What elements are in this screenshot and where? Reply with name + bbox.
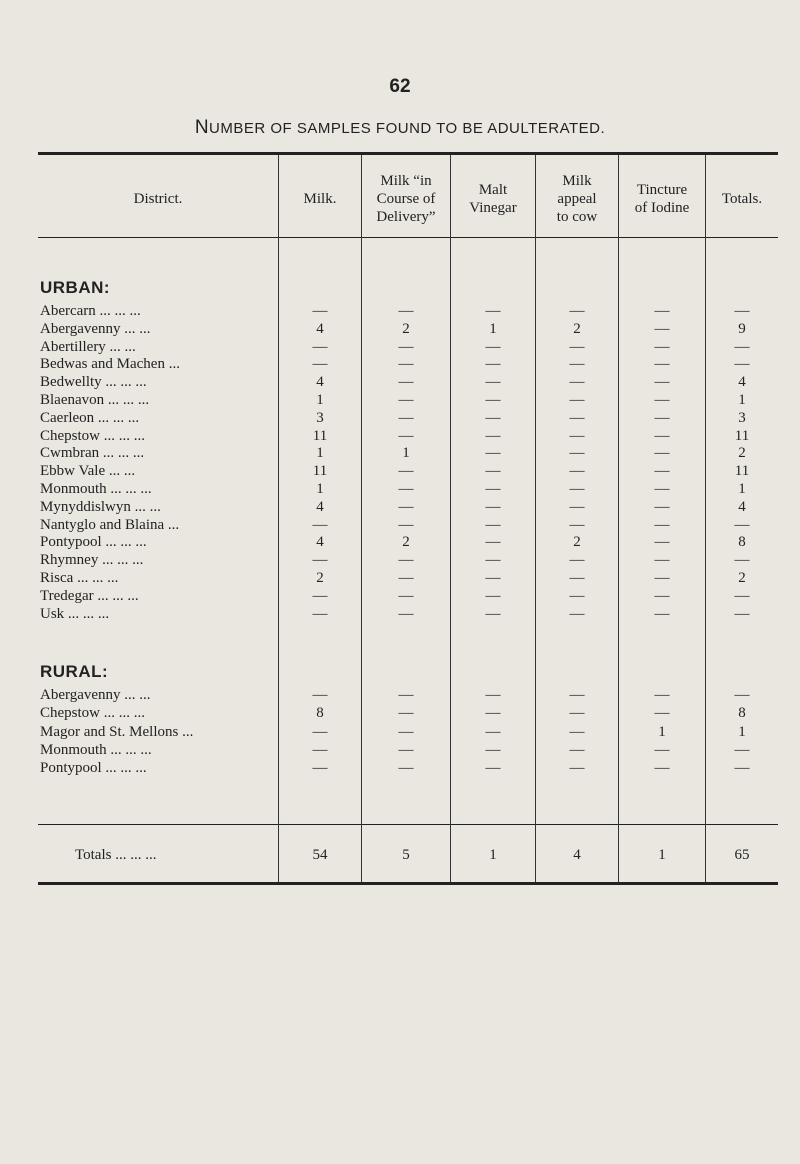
- district-name: Nantyglo and Blaina ...: [40, 516, 180, 533]
- cell-milk: —: [312, 356, 328, 373]
- cell-totals: 8: [738, 705, 746, 722]
- table-row: [0, 339, 800, 356]
- cell-malt: —: [485, 445, 501, 462]
- cell-appeal: —: [569, 445, 585, 462]
- cell-iodine: —: [654, 587, 670, 604]
- cell-course: —: [398, 392, 414, 408]
- cell-totals: 8: [738, 534, 746, 551]
- cell-appeal: —: [569, 570, 585, 586]
- cell-malt: —: [485, 723, 501, 740]
- cell-totals: 2: [738, 445, 746, 462]
- cell-malt: —: [485, 356, 501, 373]
- totals-rule: [38, 824, 778, 825]
- cell-totals: 9: [738, 320, 746, 337]
- district-name: Monmouth ... ... ...: [40, 481, 152, 497]
- cell-malt: —: [485, 498, 501, 515]
- district-name: Pontypool ... ... ...: [40, 534, 147, 551]
- cell-totals: 2: [738, 570, 746, 586]
- totals-milk: 54: [312, 847, 328, 863]
- district-name: Bedwellty ... ... ...: [40, 374, 147, 391]
- table-row: [0, 463, 800, 480]
- cell-iodine: —: [654, 705, 670, 722]
- cell-appeal: —: [569, 392, 585, 408]
- cell-iodine: —: [654, 687, 670, 703]
- header-malt-line: Malt: [478, 182, 508, 198]
- district-name: Tredegar ... ... ...: [40, 587, 139, 604]
- cell-appeal: —: [569, 587, 585, 604]
- header-course-of-delivery: [363, 170, 449, 228]
- cell-course: —: [398, 605, 414, 622]
- district-name: Chepstow ... ... ...: [40, 427, 145, 444]
- cell-milk: —: [312, 760, 328, 777]
- cell-malt: —: [485, 463, 501, 480]
- cell-malt: —: [485, 687, 501, 703]
- cell-appeal: —: [569, 338, 585, 355]
- cell-milk: —: [312, 338, 328, 355]
- cell-totals: —: [734, 587, 750, 604]
- cell-totals: —: [734, 687, 750, 703]
- cell-malt: —: [485, 552, 501, 569]
- cell-appeal: —: [569, 552, 585, 569]
- cell-iodine: —: [654, 320, 670, 337]
- cell-appeal: —: [569, 760, 585, 777]
- header-appeal-line: appeal: [557, 191, 597, 207]
- table-row: [0, 303, 800, 320]
- table-row: [0, 588, 800, 605]
- cell-iodine: —: [654, 741, 670, 758]
- cell-milk: 4: [316, 374, 324, 391]
- totals-row: [0, 845, 800, 865]
- cell-appeal: —: [569, 516, 585, 533]
- header-malt-line: Vinegar: [469, 200, 517, 216]
- district-name: Cwmbran ... ... ...: [40, 445, 145, 462]
- cell-totals: —: [734, 552, 750, 569]
- district-name: Ebbw Vale ... ...: [40, 463, 136, 480]
- cell-milk: 11: [312, 427, 328, 444]
- cell-iodine: —: [654, 481, 670, 497]
- table-row: [0, 410, 800, 427]
- cell-malt: —: [485, 516, 501, 533]
- district-name: Pontypool ... ... ...: [40, 760, 147, 777]
- table-row: [0, 517, 800, 534]
- cell-totals: 1: [738, 481, 746, 497]
- district-name: Abergavenny ... ...: [40, 687, 151, 703]
- district-name: Magor and St. Mellons ...: [40, 723, 194, 740]
- cell-milk: 1: [316, 392, 324, 408]
- cell-appeal: —: [569, 605, 585, 622]
- cell-milk: 3: [316, 409, 324, 426]
- cell-totals: 3: [738, 409, 746, 426]
- cell-iodine: —: [654, 392, 670, 408]
- cell-totals: —: [734, 760, 750, 777]
- cell-totals: 1: [738, 392, 746, 408]
- district-name: Blaenavon ... ... ...: [40, 392, 150, 408]
- cell-milk: 1: [316, 445, 324, 462]
- totals-appeal: 4: [573, 847, 581, 863]
- cell-milk: 4: [316, 534, 324, 551]
- cell-milk: 4: [316, 320, 324, 337]
- header-malt-vinegar: [452, 170, 534, 228]
- header-appeal-line: Milk: [562, 173, 592, 189]
- header-appeal-line: to cow: [556, 209, 598, 225]
- cell-totals: —: [734, 338, 750, 355]
- cell-totals: 1: [738, 723, 746, 740]
- cell-malt: —: [485, 760, 501, 777]
- cell-totals: 4: [738, 498, 746, 515]
- district-name: Abercarn ... ... ...: [40, 303, 141, 319]
- district-name: Abertillery ... ...: [40, 338, 136, 355]
- cell-course: 2: [402, 320, 410, 337]
- header-course-line: Milk “in: [380, 173, 432, 189]
- page-number: 62: [389, 76, 411, 97]
- cell-course: —: [398, 427, 414, 444]
- header-milk: Milk.: [303, 191, 337, 207]
- table-row: [0, 705, 800, 722]
- table-row: [0, 534, 800, 551]
- cell-appeal: —: [569, 374, 585, 391]
- cell-appeal: —: [569, 463, 585, 480]
- cell-iodine: —: [654, 463, 670, 480]
- totals-malt: 1: [489, 847, 497, 863]
- district-name: Bedwas and Machen ...: [40, 356, 180, 373]
- table-row: [0, 356, 800, 373]
- cell-course: —: [398, 741, 414, 758]
- cell-milk: —: [312, 605, 328, 622]
- cell-malt: —: [485, 303, 501, 319]
- cell-totals: 4: [738, 374, 746, 391]
- cell-iodine: —: [654, 760, 670, 777]
- table-row: [0, 742, 800, 759]
- cell-course: —: [398, 760, 414, 777]
- cell-appeal: —: [569, 356, 585, 373]
- cell-malt: —: [485, 338, 501, 355]
- section-label-urban: URBAN:: [40, 278, 111, 297]
- cell-malt: —: [485, 570, 501, 586]
- cell-milk: 1: [316, 481, 324, 497]
- cell-malt: —: [485, 605, 501, 622]
- cell-appeal: —: [569, 498, 585, 515]
- table-row: [0, 481, 800, 498]
- cell-milk: —: [312, 303, 328, 319]
- cell-course: —: [398, 374, 414, 391]
- cell-course: —: [398, 570, 414, 586]
- table-row: [0, 445, 800, 462]
- cell-milk: —: [312, 552, 328, 569]
- totals-label: Totals ... ... ...: [75, 847, 157, 863]
- cell-course: —: [398, 516, 414, 533]
- cell-iodine: 1: [658, 723, 666, 740]
- cell-appeal: —: [569, 705, 585, 722]
- table-row: [0, 552, 800, 569]
- district-name: Chepstow ... ... ...: [40, 705, 145, 722]
- cell-course: —: [398, 723, 414, 740]
- cell-appeal: —: [569, 409, 585, 426]
- table-title: [0, 117, 800, 139]
- header-iodine-line: of Iodine: [634, 200, 690, 216]
- cell-totals: —: [734, 356, 750, 373]
- cell-course: —: [398, 687, 414, 703]
- cell-malt: —: [485, 392, 501, 408]
- table-row: [0, 499, 800, 516]
- district-name: Monmouth ... ... ...: [40, 741, 152, 758]
- cell-totals: —: [734, 605, 750, 622]
- cell-malt: —: [485, 409, 501, 426]
- cell-iodine: —: [654, 445, 670, 462]
- cell-milk: —: [312, 587, 328, 604]
- cell-iodine: —: [654, 338, 670, 355]
- cell-course: 2: [402, 534, 410, 551]
- header-tincture-of-iodine: [620, 170, 704, 228]
- header-appeal-to-cow: [537, 170, 617, 228]
- cell-appeal: —: [569, 723, 585, 740]
- cell-malt: —: [485, 534, 501, 551]
- title-rest: UMBER OF SAMPLES FOUND TO BE ADULTERATED.: [209, 120, 606, 137]
- header-course-line: Course of: [376, 191, 436, 207]
- cell-iodine: —: [654, 552, 670, 569]
- cell-appeal: 2: [573, 320, 581, 337]
- cell-course: —: [398, 498, 414, 515]
- cell-totals: —: [734, 741, 750, 758]
- cell-appeal: —: [569, 687, 585, 703]
- cell-malt: —: [485, 705, 501, 722]
- cell-iodine: —: [654, 516, 670, 533]
- cell-appeal: —: [569, 741, 585, 758]
- cell-iodine: —: [654, 374, 670, 391]
- district-name: Usk ... ... ...: [40, 605, 110, 622]
- cell-totals: 11: [734, 427, 750, 444]
- cell-milk: 11: [312, 463, 328, 480]
- cell-course: —: [398, 409, 414, 426]
- header-course-line: Delivery”: [376, 209, 436, 225]
- cell-iodine: —: [654, 570, 670, 586]
- table-bottom-rule: [38, 882, 778, 885]
- table-row: [0, 760, 800, 777]
- table-row: [0, 392, 800, 409]
- cell-milk: —: [312, 516, 328, 533]
- cell-course: —: [398, 338, 414, 355]
- cell-course: —: [398, 481, 414, 497]
- totals-course: 5: [402, 847, 410, 863]
- cell-milk: 8: [316, 705, 324, 722]
- district-name: Abergavenny ... ...: [40, 320, 151, 337]
- cell-course: —: [398, 463, 414, 480]
- cell-malt: —: [485, 587, 501, 604]
- cell-totals: —: [734, 516, 750, 533]
- cell-iodine: —: [654, 409, 670, 426]
- cell-course: 1: [402, 445, 410, 462]
- cell-malt: —: [485, 374, 501, 391]
- title-initial: N: [194, 117, 210, 138]
- district-name: Risca ... ... ...: [40, 570, 119, 586]
- cell-appeal: —: [569, 303, 585, 319]
- cell-malt: 1: [489, 320, 497, 337]
- cell-milk: —: [312, 723, 328, 740]
- district-name: Rhymney ... ... ...: [40, 552, 144, 569]
- cell-milk: 4: [316, 498, 324, 515]
- cell-malt: —: [485, 427, 501, 444]
- cell-appeal: 2: [573, 534, 581, 551]
- cell-appeal: —: [569, 427, 585, 444]
- cell-course: —: [398, 552, 414, 569]
- cell-appeal: —: [569, 481, 585, 497]
- cell-totals: 11: [734, 463, 750, 480]
- cell-totals: —: [734, 303, 750, 319]
- cell-malt: —: [485, 741, 501, 758]
- cell-milk: —: [312, 687, 328, 703]
- table-row: [0, 428, 800, 445]
- cell-iodine: —: [654, 534, 670, 551]
- district-name: Caerleon ... ... ...: [40, 409, 140, 426]
- cell-milk: 2: [316, 570, 324, 586]
- table-row: [0, 321, 800, 338]
- cell-malt: —: [485, 481, 501, 497]
- header-iodine-line: Tincture: [636, 182, 688, 198]
- totals-total: 65: [734, 847, 750, 863]
- section-label-rural: RURAL:: [40, 662, 109, 681]
- cell-course: —: [398, 303, 414, 319]
- cell-course: —: [398, 705, 414, 722]
- cell-iodine: —: [654, 356, 670, 373]
- cell-course: —: [398, 587, 414, 604]
- district-name: Mynyddislwyn ... ...: [40, 498, 161, 515]
- table-top-rule: [38, 152, 778, 155]
- table-row: [0, 606, 800, 623]
- cell-iodine: —: [654, 303, 670, 319]
- table-row: [0, 570, 800, 587]
- cell-course: —: [398, 356, 414, 373]
- cell-milk: —: [312, 741, 328, 758]
- cell-iodine: —: [654, 498, 670, 515]
- header-totals: Totals.: [721, 191, 763, 207]
- totals-iodine: 1: [658, 847, 666, 863]
- table-row: [0, 687, 800, 704]
- table-row: [0, 374, 800, 391]
- table-row: [0, 724, 800, 741]
- header-district: District.: [133, 191, 183, 207]
- cell-iodine: —: [654, 605, 670, 622]
- header-rule: [38, 237, 778, 238]
- cell-iodine: —: [654, 427, 670, 444]
